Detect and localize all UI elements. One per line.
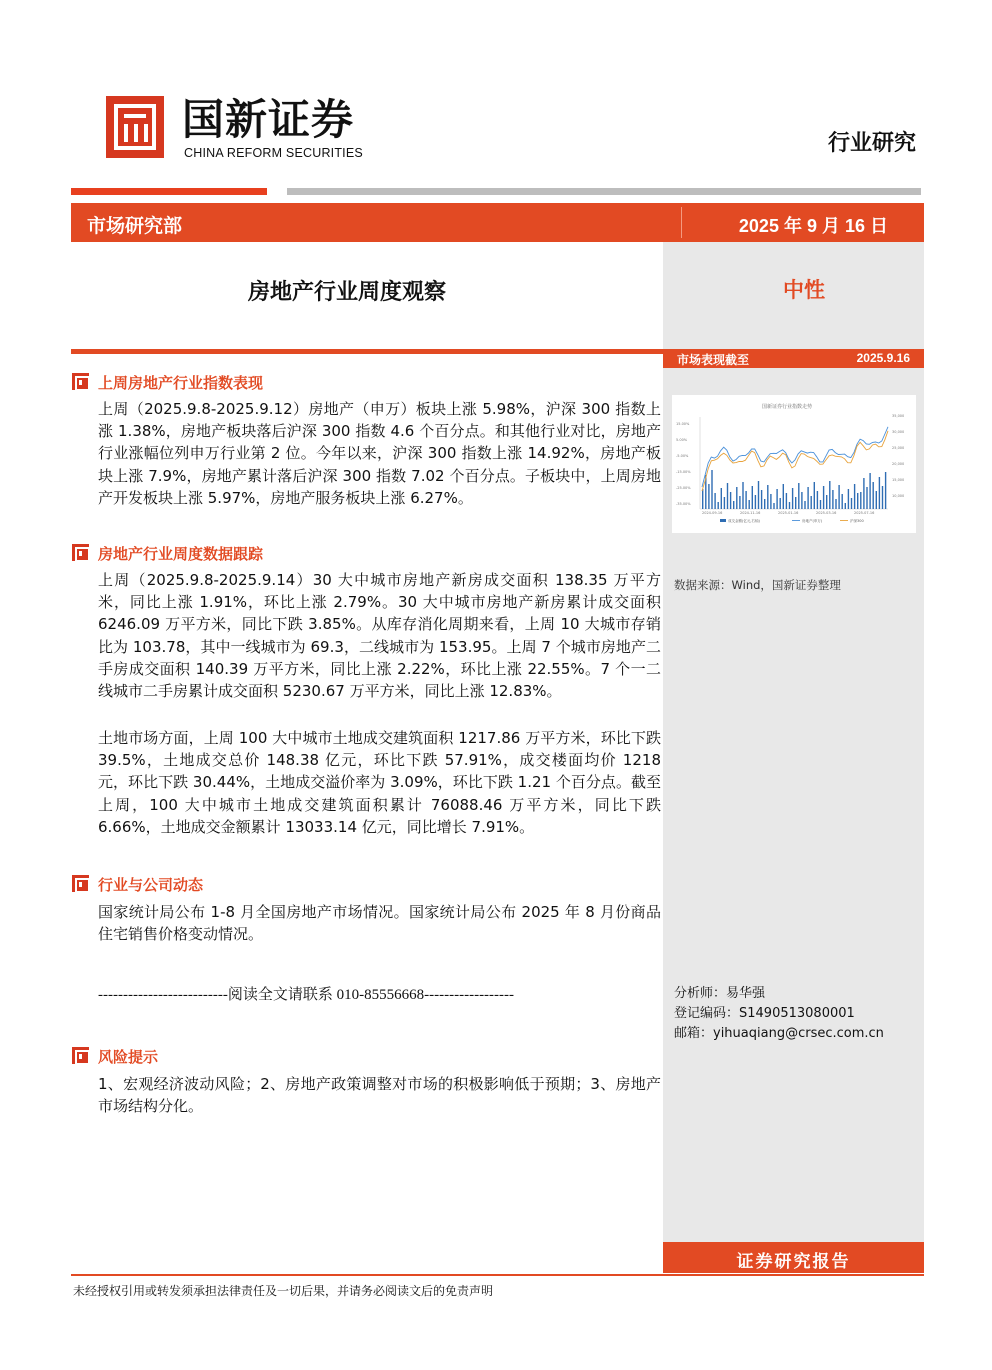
header-bar-red [71, 188, 267, 195]
svg-text:15,000: 15,000 [892, 478, 905, 482]
data-source: 数据来源：Wind，国新证券整理 [674, 578, 841, 592]
analyst-email: 邮箱：yihuaqiang@crsec.com.cn [674, 1026, 884, 1041]
disclaimer: 未经授权引用或转发须承担法律责任及一切后果，并请务必阅读文后的免责声明 [73, 1284, 494, 1298]
chart-bar [755, 495, 756, 509]
chart-bar [866, 487, 867, 509]
svg-text:30,000: 30,000 [892, 430, 905, 434]
analyst-registration: 登记编码：S1490513080001 [674, 1006, 855, 1021]
logo-name-en: CHINA REFORM SECURITIES [184, 146, 363, 160]
chart-bar [749, 500, 750, 509]
chart-bar [718, 502, 719, 509]
svg-text:20,000: 20,000 [892, 462, 905, 466]
chart-line-sector [702, 427, 888, 487]
svg-text:2024-09-16: 2024-09-16 [702, 511, 723, 515]
rating-badge: 中性 [783, 278, 825, 302]
svg-text:-15.00%: -15.00% [676, 470, 691, 474]
section-title: 风险提示 [98, 1048, 159, 1066]
chart-bar [739, 496, 740, 509]
chart-bar [869, 473, 870, 509]
svg-text:-35.00%: -35.00% [676, 502, 691, 506]
read-full-text-contact: --------------------------阅读全文请联系 010-85556668------------------ [98, 987, 515, 1003]
chart-bar [857, 493, 858, 509]
chart-bar [848, 489, 849, 509]
chart-bar [873, 482, 874, 509]
department-name: 市场研究部 [87, 215, 183, 237]
section-bullet-icon [72, 875, 89, 892]
chart-bar [780, 498, 781, 509]
section-body-risk: 1、宏观经济波动风险；2、房地产政策调整对市场的积极影响低于预期；3、房地产市场结构分化。 [98, 1075, 661, 1116]
svg-text:2025-07-16: 2025-07-16 [854, 511, 875, 515]
chart-bar [814, 482, 815, 509]
performance-label: 市场表现截至 [677, 353, 750, 367]
chart-bar [702, 489, 703, 509]
chart-bar [801, 492, 802, 509]
chart-bar [860, 492, 861, 509]
analyst-info [674, 984, 884, 1044]
chart-bar [823, 486, 824, 509]
chart-bars [702, 470, 886, 509]
chart-bar [736, 487, 737, 509]
footer-band [663, 1242, 924, 1273]
chart-bar [745, 491, 746, 509]
logo-name-cn: 国新证券 [182, 95, 355, 144]
chart-bar [876, 491, 877, 509]
legend-index: 沪深300 [850, 519, 864, 523]
chart-bar [733, 501, 734, 509]
chart-bar [742, 482, 743, 509]
chart-bar [721, 488, 722, 509]
chart-bar [724, 497, 725, 509]
chart-bar [832, 490, 833, 509]
page-title: 房地产行业周度观察 [248, 280, 447, 305]
chart-bar [711, 470, 712, 509]
chart-bar [817, 491, 818, 509]
chart-bar [879, 477, 880, 509]
chart-bar [773, 503, 774, 509]
svg-text:5.00%: 5.00% [676, 438, 688, 442]
chart-bar [851, 498, 852, 509]
chart-bar [789, 502, 790, 509]
title-rule [71, 349, 663, 354]
analyst-name: 分析师：易华强 [674, 986, 766, 1001]
department-band [71, 203, 924, 242]
chart-bar [835, 499, 836, 509]
chart-bar [758, 481, 759, 509]
logo-mark [106, 96, 164, 158]
chart-legend [720, 518, 864, 523]
section-body-index: 上周（2025.9.8-2025.9.12）房地产（申万）板块上涨 5.98%，沪深 300 指数上涨 1.38%，房地产板块落后沪深 300 指数 4.6 个百分点。和其他行业对比，房地产行业涨幅位列申万行业第 2 位。今年以来，沪深 300 指数上涨 14.92%，房地产板块上涨 7.9%，房地产累计落后沪深 300 指数 7.02 个百分点。子板块中，上周房地产开发板块上涨 5.97%，房地产服务板块上涨 6.27%。 [98, 400, 661, 507]
performance-date: 2025.9.16 [856, 351, 910, 365]
chart-bar [770, 494, 771, 509]
svg-text:-5.00%: -5.00% [676, 454, 689, 458]
chart-bar [842, 494, 843, 509]
chart-title: 国新证券行业指数走势 [762, 404, 813, 410]
chart-bar [776, 489, 777, 509]
band-divider [681, 207, 682, 238]
section-body-data-1: 上周（2025.9.8-2025.9.14）30 大中城市房地产新房成交面积 138.35 万平方米，同比上涨 1.91%，环比上涨 2.79%。30 大中城市房地产新房累计成交面积 6246.09 万平方米，同比下跌 3.85%。从库存消化周期来看，上周 10 大城市存销比为 103.78，其中一线城市为 69.3，二线城市为 153.95。上周 7 个城市房地产二手房成交面积 140.39 万平方米，同比上涨 2.22%，环比上涨 22.55%。7 个一二线城市二手房累计成交面积 5230.67 万平方米，同比上涨 12.83%。 [98, 571, 661, 701]
section-bullet-icon [72, 544, 89, 561]
chart-bar [804, 501, 805, 509]
chart-bar [798, 483, 799, 509]
chart-bar [820, 500, 821, 509]
legend-volume: 成交金额(亿元,右轴) [728, 519, 760, 523]
section-bullet-icon [72, 1047, 89, 1064]
chart-bar [792, 488, 793, 509]
chart-bar [786, 493, 787, 509]
chart-bar [727, 483, 728, 509]
section-bullet-icon [72, 373, 89, 390]
section-title: 上周房地产行业指数表现 [98, 374, 264, 392]
chart-bar [807, 487, 808, 509]
chart-bar [882, 486, 883, 509]
chart-bar [783, 484, 784, 509]
chart-bar [885, 472, 886, 509]
chart-bar [826, 495, 827, 509]
svg-text:25,000: 25,000 [892, 446, 905, 450]
chart-bar [838, 485, 839, 509]
section-body-data-2: 土地市场方面，上周 100 大中城市土地成交建筑面积 1217.86 万平方米，环比下跌 39.5%，土地成交总价 148.38 亿元，环比下跌 57.91%，成交楼面均价 1218 元，环比下跌 30.44%，土地成交溢价率为 3.09%，环比下跌 1.21 个百分点。截至上周，100 大中城市土地成交建筑面积累计 76088.46 万平方米，同比下跌 6.66%，土地成交金额累计 13033.14 亿元，同比增长 7.91%。 [98, 729, 661, 836]
section-body-news: 国家统计局公布 1-8 月全国房地产市场情况。国家统计局公布 2025 年 8 月份商品住宅销售价格变动情况。 [98, 903, 661, 944]
chart-bar [730, 492, 731, 509]
chart-bar [714, 493, 715, 509]
chart-svg [672, 395, 916, 533]
svg-text:15.00%: 15.00% [676, 422, 690, 426]
chart-bar [795, 497, 796, 509]
footer-rule [71, 1274, 924, 1276]
section-title: 行业与公司动态 [98, 876, 204, 894]
svg-text:-25.00%: -25.00% [676, 486, 691, 490]
chart-bar [767, 485, 768, 509]
chart-bar [752, 486, 753, 509]
chart-bar [708, 484, 709, 509]
market-performance-chart [672, 395, 916, 533]
legend-sector: 房地产(申万) [802, 519, 823, 523]
chart-bar [854, 484, 855, 509]
section-title: 房地产行业周度数据跟踪 [98, 545, 264, 563]
performance-band [663, 349, 924, 368]
chart-bar [863, 478, 864, 509]
chart-bar [845, 503, 846, 509]
chart-bar [811, 496, 812, 509]
svg-text:2025-03-16: 2025-03-16 [816, 511, 837, 515]
report-date: 2025 年 9 月 16 日 [738, 216, 888, 236]
svg-text:35,000: 35,000 [892, 414, 905, 418]
report-type: 行业研究 [827, 131, 916, 156]
svg-text:10,000: 10,000 [892, 494, 905, 498]
chart-bar [829, 481, 830, 509]
chart-bar [761, 490, 762, 509]
header-bar-grey [287, 188, 921, 195]
svg-text:2024-11-16: 2024-11-16 [740, 511, 761, 515]
chart-bar [764, 499, 765, 509]
footer-label: 证券研究报告 [736, 1252, 851, 1272]
svg-text:2025-01-16: 2025-01-16 [778, 511, 799, 515]
sidebar-panel [663, 242, 924, 1242]
